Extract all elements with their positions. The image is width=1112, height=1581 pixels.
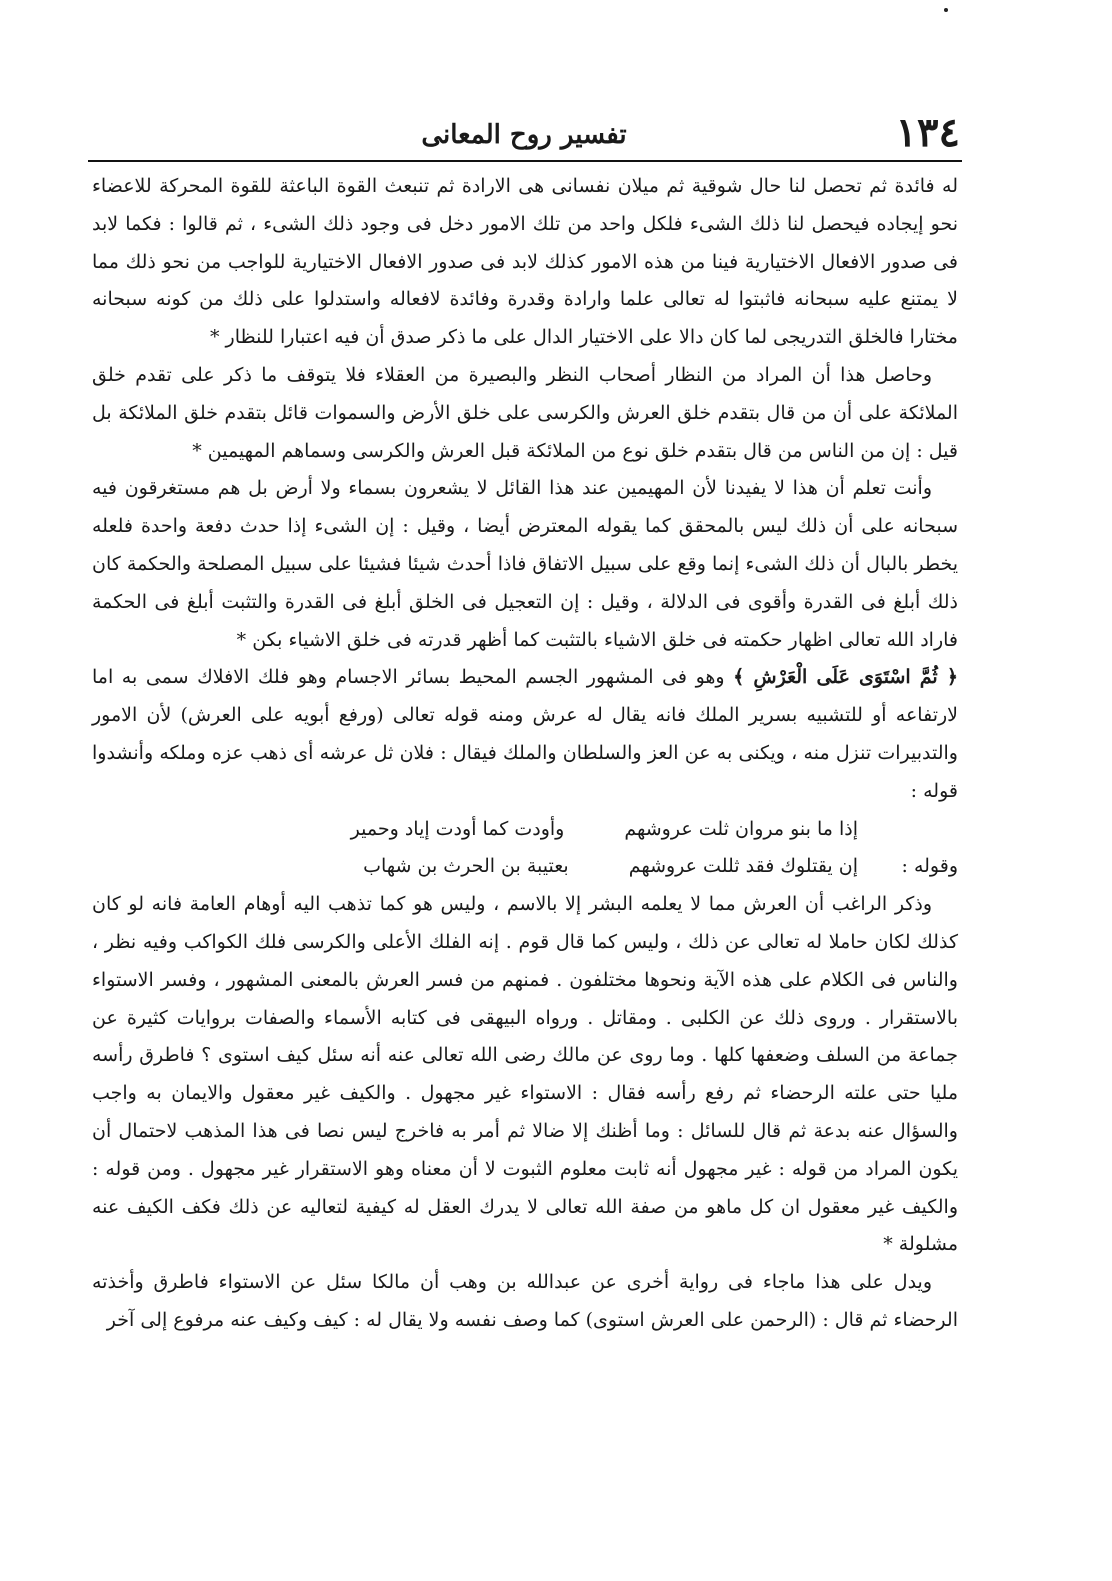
- verse-2-hemistich-2: بعتيبة بن الحرث بن شهاب: [363, 855, 569, 878]
- paragraph-3: وأنت تعلم أن هذا لا يفيدنا لأن المهيمين عند هذا القائل لا يشعرون بسماء ولا أرض بل هم مستغرقون فيه سبحانه على أن ذلك ليس بالمحقق كما يقوله المعترض أيضا ، وقيل : إن الشىء إذا حدث دفعة واحدة فلعله يخطر بالبال أن ذلك الشىء إنما وقع على سبيل الاتفاق فاذا أحدث شيئا فشيئا على سبيل المصلحة والحكمة كان ذلك أبلغ فى القدرة وأقوى فى الدلالة ، وقيل : إن التعجيل فى الخلق أبلغ فى القدرة والتثبت أبلغ فى الحكمة فاراد الله تعالى اظهار حكمته فى خلق الاشياء بالتثبت كما أظهر قدرته فى خلق الاشياء بكن *: [92, 477, 958, 651]
- paragraph-1: له فائدة ثم تحصل لنا حال شوقية ثم ميلان نفسانى هى الارادة ثم تنبعث القوة الباعثة للقوة المحركة للاعضاء نحو إيجاده فيحصل لنا ذلك الشىء فلكل واحد من تلك الامور دخل فى وجود ذلك الشىء ، ثم قالوا : فكما لابد فى صدور الافعال الاختيارية فينا من هذه الامور كذلك لابد فى صدور الافعال الاختيارية للواجب من نحو ذلك مما لا يمتنع عليه سبحانه فاثبتوا له تعالى علما وارادة وقدرة وفائدة لافعاله واستدلوا على ذلك من كونه سبحانه مختارا فالخلق التدريجى لما كان دالا على الاختيار الدال على ما ذكر صدق أن فيه اعتبارا للنظار *: [92, 175, 958, 349]
- quran-phrase: ﴿ ثُمَّ اسْتَوَى عَلَى الْعَرْشِ ﴾: [733, 666, 958, 689]
- page-body: [92, 168, 958, 1561]
- page-header: [88, 108, 960, 158]
- verse-intro: وقوله :: [901, 855, 958, 878]
- header-rule: [88, 160, 962, 162]
- verse-line-1: [92, 811, 958, 849]
- commentary-section: [92, 659, 958, 810]
- ink-speck: [944, 8, 948, 12]
- verse-2-hemistich-1: إن يقتلوك فقد ثللت عروشهم: [628, 855, 858, 878]
- verse-1-hemistich-2: وأودت كما أودت إياد وحمير: [350, 817, 565, 840]
- paragraph-2: وحاصل هذا أن المراد من النظار أصحاب النظر والبصيرة من العقلاء فلا يتوقف ما ذكر على تقدم خلق الملائكة على أن من قال بتقدم خلق العرش والكرسى على خلق الأرض والسموات قائل بتقدم خلق الملائكة بل قيل : إن من الناس من قال بتقدم خلق نوع من الملائكة قبل العرش والكرسى وسماهم المهيمين *: [92, 363, 958, 462]
- page-number: ١٣٤: [895, 109, 960, 156]
- commentary-text: وهو فى المشهور الجسم المحيط بسائر الاجسام وهو فلك الافلاك سمى به اما لارتفاعه أو للتشبيه بسرير الملك فانه يقال له عرش ومنه قوله تعالى (ورفع أبويه على العرش) لأن الامور والتدبيرات تنزل منه ، ويكنى به عن العز والسلطان والملك فيقال : فلان ثل عرشه أى ذهب عزه وملكه وأنشدوا قوله :: [92, 666, 958, 802]
- paragraph-5: ويدل على هذا ماجاء فى رواية أخرى عن عبدالله بن وهب أن مالكا سئل عن الاستواء فاطرق وأخذته الرحضاء ثم قال : (الرحمن على العرش استوى) كما وصف نفسه ولا يقال له : كيف وكيف عنه مرفوع إلى آخر: [92, 1271, 958, 1331]
- paragraph-4: وذكر الراغب أن العرش مما لا يعلمه البشر إلا بالاسم ، وليس هو كما تذهب اليه أوهام العامة فانه لو كان كذلك لكان حاملا له تعالى عن ذلك ، وليس كما قال قوم . إنه الفلك الأعلى والكرسى فلك الكواكب وفيه نظر ، والناس فى الكلام على هذه الآية ونحوها مختلفون . فمنهم من فسر العرش بالمعنى المشهور ، وفسر الاستواء بالاستقرار . وروى ذلك عن الكلبى . ومقاتل . ورواه البيهقى فى كتابه الأسماء والصفات بروايات كثيرة عن جماعة من السلف وضعفها كلها . وما روى عن مالك رضى الله تعالى عنه أنه سئل كيف استوى ؟ فاطرق رأسه مليا حتى علته الرحضاء ثم رفع رأسه فقال : الاستواء غير مجهول . والكيف غير معقول والايمان به واجب والسؤال عنه بدعة ثم قال للسائل : وما أظنك إلا ضالا ثم أمر به فاخرج ليس نصا فى هذا المذهب لاحتمال أن يكون المراد من قوله : غير مجهول أنه ثابت معلوم الثبوت لا أن معناه وهو الاستقرار غير مجهول . ومن قوله : والكيف غير معقول ان كل ماهو من صفة الله تعالى لا يدرك العقل له كيفية لتعاليه عن ذلك فكف الكيف عنه مشلولة *: [92, 893, 958, 1256]
- verse-line-2: [92, 848, 958, 886]
- verse-1-hemistich-1: إذا ما بنو مروان ثلت عروشهم: [624, 817, 858, 840]
- running-title: تفسير روح المعانى: [421, 120, 627, 150]
